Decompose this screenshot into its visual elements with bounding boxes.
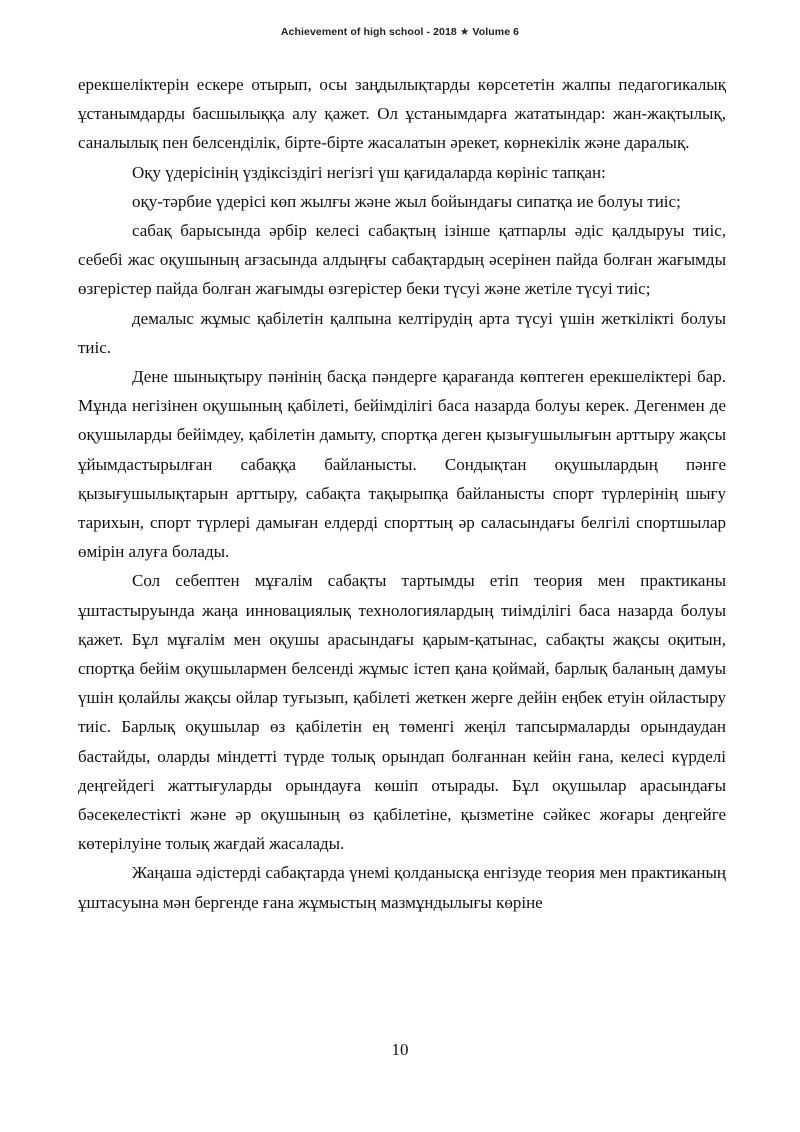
paragraph-teacher-innovation: Сол себептен мұғалім сабақты тартымды етіп теория мен практиканы ұштастыруында жаңа инновациялық технологиялардың тиімділігі баса назарда болуы қажет. Бұл мұғалім мен оқушы арасындағы қарым-қатынас, сабақты жақсы оқитын, спортқа бейім оқушылармен белсенді жұмыс істеп қана қоймай, барлық баланың дамуы үшін қолайлы жақсы ойлар туғызып, қабілеті жеткен жерге дейін еңбек етуін ойластыру тиіс. Барлық оқушылар өз қабілетін ең төменгі жеңіл тапсырмаларды орындаудан бастайды, оларды міндетті түрде толық орындап болғаннан кейін ғана, келесі күрделі деңгейдегі жаттығуларды орындауға көшіп отырады. Бұл оқушылар арасындағы бәсекелестікті және әр оқушының өз қабілетіне, қызметіне сәйкес жоғары деңгейге көтерілуіне толық жағдай жасалады.	[78, 571, 726, 854]
paragraph-continuation: ерекшеліктерін ескере отырып, осы заңдылықтарды көрсететін жалпы педагогикалық ұстанымдарды басшылыққа алу қажет. Ол ұстанымдарға жататындар: жан-жақтылық, саналылық пен белсенділік, бірте-бірте жасалатын әрекет, көрнекілік және даралық.	[78, 75, 726, 153]
paragraph-physical-education: Дене шынықтыру пәнінің басқа пәндерге қарағанда көптеген ерекшеліктері бар. Мұнда негізінен оқушының қабілеті, бейімділігі баса назарда болуы керек. Дегенмен де оқушыларды бейімдеу, қабілетін дамыту, спортқа деген қызығушылығын арттыру жақсы ұйымдастырылған сабаққа байланысты. Сондықтан оқушылардың пәнге қызығушылықтарын арттыру, сабақта тақырыпқа байланысты спорт түрлерінің шығу тарихын, спорт түрлері дамыған елдерді спорттың әр саласындағы белгілі спортшылар өмірін алуға болады.	[78, 367, 726, 562]
page-number: 10	[391, 1040, 409, 1059]
paragraph-principle-3: демалыс жұмыс қабілетін қалпына келтірудің арта түсуі үшін жеткілікті болуы тиіс.	[78, 308, 726, 357]
body-text	[78, 70, 726, 917]
running-header: Achievement of high school - 2018 ★ Volume 6	[280, 26, 520, 38]
paragraph-new-methods: Жаңаша әдістерді сабақтарда үнемі қолданысқа енгізуде теория мен практиканың ұштасуына мән бергенде ғана жұмыстың мазмұндылығы көріне	[78, 863, 726, 912]
paragraph-principle-2: сабақ барысында әрбір келесі сабақтың ізінше қатпарлы әдіс қалдыруы тиіс, себебі жас оқушының ағзасында алдыңғы сабақтардың әсерінен пайда болған жағымды өзгерістер пайда болған жағымды өзгерістер беки түсуі және жетіле түсуі тиіс;	[78, 221, 726, 299]
paragraph-principle-1: оқу-тәрбие үдерісі көп жылғы және жыл бойындағы сипатқа ие болуы тиіс;	[132, 191, 681, 211]
paragraph-principles-intro: Оқу үдерісінің үздіксіздігі негізгі үш қағидаларда көрініс тапқан:	[132, 162, 606, 182]
